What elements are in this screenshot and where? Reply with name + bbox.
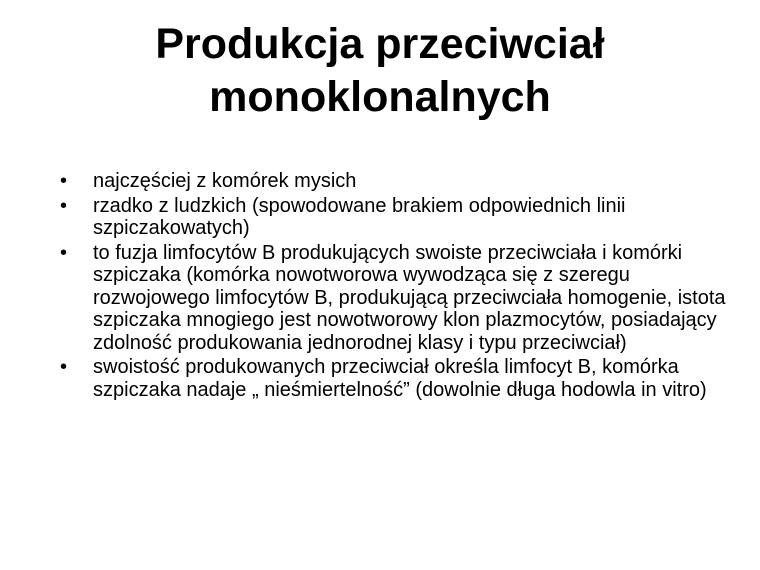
bullet-list xyxy=(60,170,732,403)
bullet-item xyxy=(60,170,732,193)
slide-title xyxy=(0,18,760,124)
bullet-text: rzadko z ludzkich (spowodowane brakiem odpowiednich linii szpiczakowatych) xyxy=(93,194,626,239)
bullet-text: to fuzja limfocytów B produkujących swoiste przeciwciała i komórki szpiczaka (komórka nowotworowa wywodząca się z szeregu rozwojowego limfocytów B, produkującą przeciwciała homogenie, istota szpiczaka mnogiego jest nowotworowy klon plazmocytów, posiadający zdolność produkowania jednorodnej klasy i typu przeciwciał) xyxy=(93,241,726,354)
slide-title-line-1: Produkcja przeciwciał xyxy=(155,20,605,68)
bullet-item xyxy=(60,356,732,401)
bullet-dot-icon: • xyxy=(60,241,68,264)
bullet-text: najczęściej z komórek mysich xyxy=(93,170,357,192)
bullet-dot-icon: • xyxy=(60,194,68,217)
slide-title-line-2: monoklonalnych xyxy=(209,73,551,121)
bullet-dot-icon: • xyxy=(60,170,68,192)
bullet-text: swoistość produkowanych przeciwciał określa limfocyt B, komórka szpiczaka nadaje „ nieśmiertelność” (dowolnie długa hodowla in vitro) xyxy=(93,356,707,401)
bullet-dot-icon: • xyxy=(60,356,68,378)
bullet-item xyxy=(60,195,732,240)
bullet-item xyxy=(60,242,732,355)
